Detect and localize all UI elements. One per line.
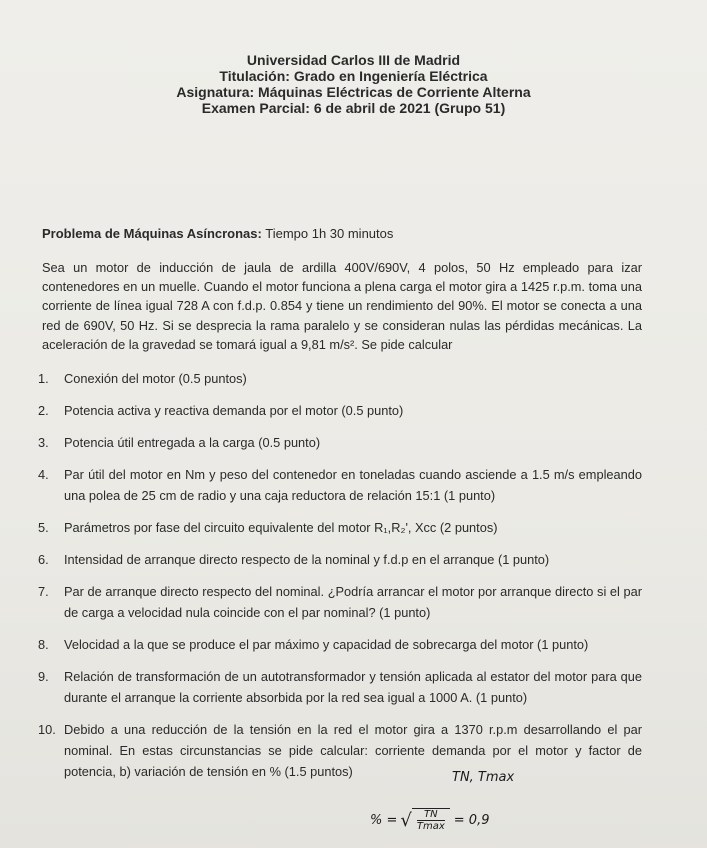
- fraction-numerator: TN: [424, 809, 438, 820]
- item-number: 1.: [38, 371, 49, 386]
- item-text: Debido a una reducción de la tensión en la red el motor gira a 1370 r.p.m desarrollando el par nominal. En estas circunstancias se pide calcular: corriente demanda por el motor y factor de potencia, b) variación de tensión en % (1.5 puntos): [64, 722, 642, 779]
- item-number: 3.: [38, 435, 49, 450]
- degree-title: Titulación: Grado en Ingeniería Eléctrica: [219, 68, 488, 84]
- problem-statement: Sea un motor de inducción de jaula de ardilla 400V/690V, 4 polos, 50 Hz empleado para izar contenedores en un muelle. Cuando el motor funciona a plena carga el motor gira a 1425 r.p.m. toma una corriente de línea igual 728 A con f.d.p. 0.854 y tiene un rendimiento del 90%. El motor se conecta a una red de 690V, 50 Hz. Si se desprecia la rama paralelo y se consideran nulas las pérdidas mecánicas. La aceleración de la gravedad se tomará igual a 9,81 m/s². Se pide calcular: [42, 260, 642, 352]
- problem-heading: [42, 226, 393, 241]
- list-item: [38, 517, 642, 538]
- fraction-denominator: Tmax: [416, 821, 445, 832]
- formula-rhs: = 0,9: [453, 812, 490, 828]
- item-number: 7.: [38, 584, 49, 599]
- list-item: [38, 400, 642, 421]
- list-item: [38, 549, 642, 570]
- item-number: 5.: [38, 520, 49, 535]
- exam-date: Examen Parcial: 6 de abril de 2021 (Grupo 51): [201, 100, 506, 116]
- item-number: 4.: [38, 467, 49, 482]
- item-text: Velocidad a la que se produce el par máximo y capacidad de sobrecarga del motor (1 punto): [64, 637, 589, 652]
- item-text: Conexión del motor (0.5 puntos): [64, 371, 247, 386]
- question-list: [38, 368, 642, 793]
- handwritten-note: TN, Tmax: [452, 770, 515, 785]
- list-item: [38, 581, 642, 623]
- list-item: [38, 432, 642, 453]
- formula-fraction: [417, 809, 445, 832]
- sqrt-icon: √: [400, 809, 412, 831]
- item-text: Parámetros por fase del circuito equivalente del motor R₁,R₂', Xcc (2 puntos): [64, 520, 498, 535]
- item-number: 9.: [38, 669, 49, 684]
- list-item: [38, 464, 642, 506]
- list-item: [38, 634, 642, 655]
- problem-time: Tiempo 1h 30 minutos: [261, 226, 394, 241]
- item-text: Intensidad de arranque directo respecto de la nominal y f.d.p en el arranque (1 punto): [64, 552, 550, 567]
- list-item: [38, 666, 642, 708]
- item-number: 8.: [38, 637, 49, 652]
- item-text: Par de arranque directo respecto del nominal. ¿Podría arrancar el motor por arranque directo si el par de carga a velocidad nula coincide con el par nominal? (1 punto): [64, 584, 642, 620]
- item-text: Relación de transformación de un autotransformador y tensión aplicada al estator del motor para que durante el arranque la corriente absorbida por la red sea igual a 1000 A. (1 punto): [64, 669, 642, 705]
- formula-lhs: % =: [370, 812, 398, 828]
- item-number: 2.: [38, 403, 49, 418]
- formula-radicand: [412, 808, 450, 832]
- exam-header: [0, 52, 707, 116]
- item-number: 6.: [38, 552, 49, 567]
- handwritten-formula: [370, 808, 489, 832]
- item-text: Potencia útil entregada a la carga (0.5 punto): [64, 435, 321, 450]
- item-number: 10.: [38, 722, 56, 737]
- item-text: Potencia activa y reactiva demanda por el motor (0.5 punto): [64, 403, 404, 418]
- item-text: Par útil del motor en Nm y peso del contenedor en toneladas cuando asciende a 1.5 m/s empleando una polea de 25 cm de radio y una caja reductora de relación 15:1 (1 punto): [64, 467, 642, 503]
- list-item: [38, 368, 642, 389]
- subject-title: Asignatura: Máquinas Eléctricas de Corriente Alterna: [176, 84, 531, 100]
- list-item: [38, 719, 642, 782]
- problem-title: Problema de Máquinas Asíncronas:: [42, 226, 262, 241]
- university-name: Universidad Carlos III de Madrid: [246, 52, 461, 68]
